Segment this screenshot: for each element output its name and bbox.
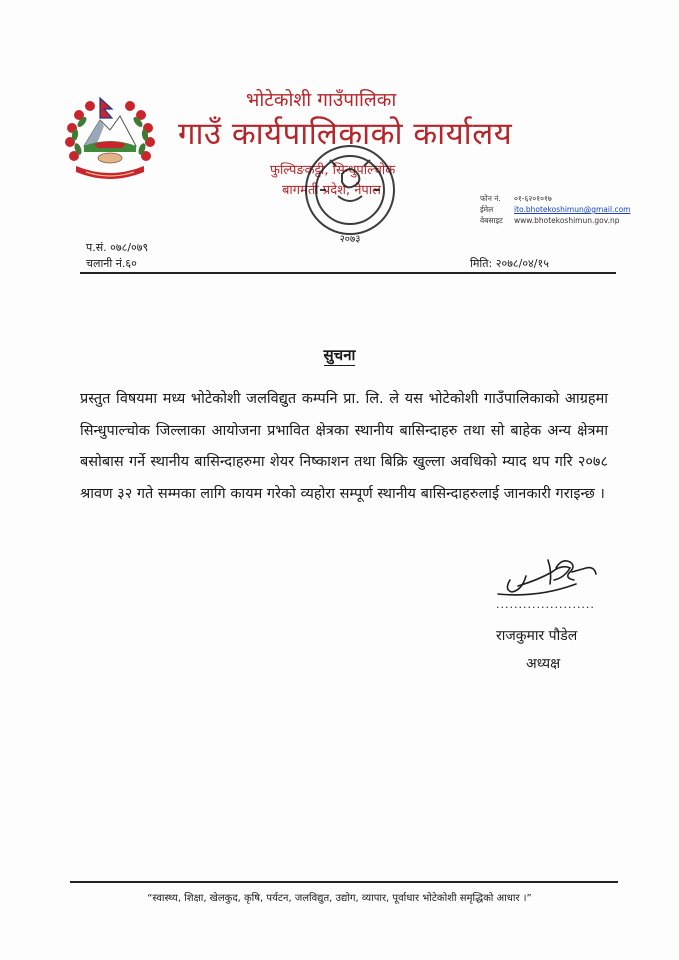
email-link[interactable]: ito.bhotekoshimun@gmail.com [514,205,631,214]
contact-block [480,193,630,226]
phone-label: फोन नं. [480,194,501,203]
footer-motto: “स्वास्थ्य, शिक्षा, खेलकुद, कृषि, पर्यटन, जलविद्युत, उद्योग, व्यापार, पूर्वाधार भोटेकोशी समृद्धिको आधार ।” [147,893,532,904]
signature-line: ...................... [496,598,595,611]
letter-number: प.सं. ०७८/०७९ [86,241,149,254]
signature [488,546,608,606]
municipality-name: भोटेकोशी गाउँपालिका [246,89,397,111]
signer-name: राजकुमार पौडेल [496,628,578,644]
office-stamp [290,138,410,248]
notice-title [0,345,679,365]
letter-date: मिति: २०७८/०४/१५ [470,257,549,270]
phone-value: ०१-६२०१०१७ [514,194,552,203]
notice-title-text: सुचना [323,346,356,364]
website-value: www.bhotekoshimun.gov.np [514,216,620,225]
office-province: बागमती प्रदेश, नेपाल [282,183,381,198]
website-label: वेबसाइट [480,216,503,225]
office-title: गाउँ कार्यपालिकाको कार्यालय [178,116,513,152]
dispatch-number: चलानी नं.६० [86,257,137,270]
signer-title: अध्यक्ष [526,656,561,672]
stamp-year: २०७३ [339,234,361,245]
nepal-emblem-logo [60,92,160,180]
footer-divider [70,881,618,883]
email-label: ईमेल [480,205,494,214]
header-divider [80,272,616,274]
notice-body: प्रस्तुत विषयमा मध्य भोटेकोशी जलविद्युत कम्पनि प्रा. लि. ले यस भोटेकोशी गाउँपालिकाको आग्रहमा सिन्धुपाल्चोक जिल्लाका आयोजना प्रभावित क्षेत्रका स्थानीय बासिन्दाहरु तथा सो बाहेक अन्य क्षेत्रमा बसोबास गर्ने स्थानीय बासिन्दाहरुमा शेयर निष्काशन तथा बिक्रि खुल्ला अवधिको म्याद थप गरि २०७८ श्रावण ३२ गते सम्मका लागि कायम गरेको व्यहोरा सम्पूर्ण स्थानीय बासिन्दाहरुलाई जानकारी गराइन्छ । [80,391,608,502]
office-address: फुल्पिङकट्टी, सिन्धुपाल्चोक [270,163,396,178]
